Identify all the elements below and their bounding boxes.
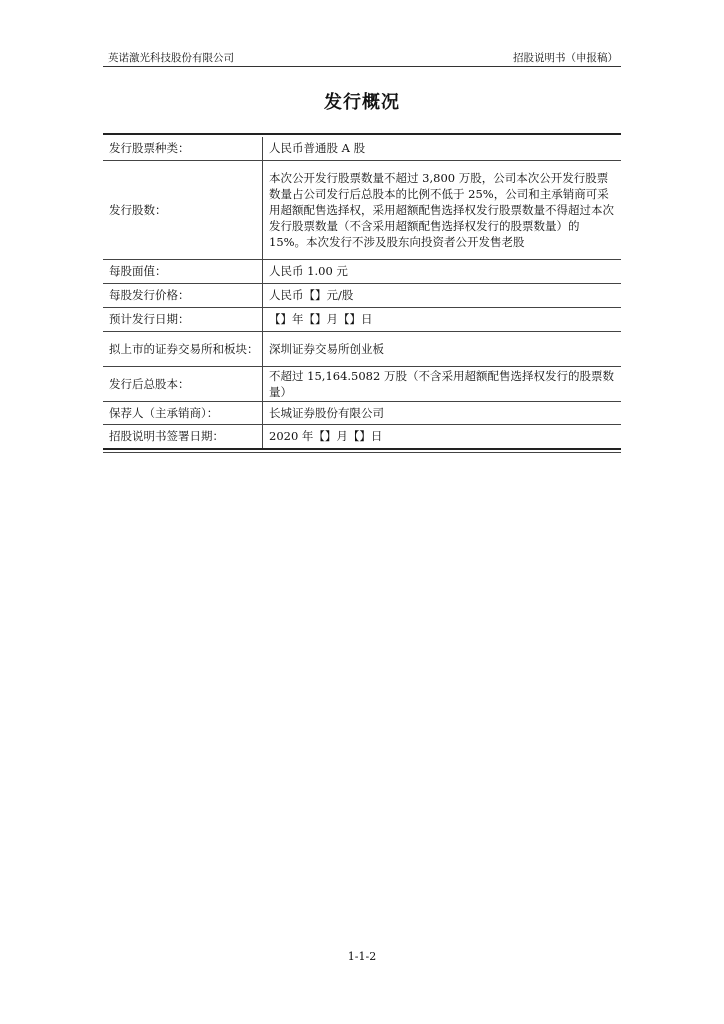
- row-label: 拟上市的证券交易所和板块：: [103, 331, 263, 366]
- row-label: 每股面值：: [103, 259, 263, 283]
- table-row: [103, 424, 621, 448]
- table-row: [103, 307, 621, 331]
- row-label: 招股说明书签署日期：: [103, 424, 263, 448]
- row-label: 保荐人（主承销商）：: [103, 401, 263, 424]
- table-row: [103, 137, 621, 160]
- header-rule: [103, 66, 621, 67]
- row-label: 每股发行价格：: [103, 283, 263, 307]
- table-row: [103, 366, 621, 401]
- row-value: 人民币 1.00 元: [263, 259, 622, 283]
- row-value: 人民币【】元/股: [263, 283, 622, 307]
- offering-overview-table: [103, 133, 621, 453]
- table-row: [103, 331, 621, 366]
- table-bottom-rule-thin: [103, 452, 621, 453]
- row-label: 预计发行日期：: [103, 307, 263, 331]
- row-value: 深圳证券交易所创业板: [263, 331, 622, 366]
- table-row: [103, 401, 621, 424]
- page-header: [103, 50, 621, 66]
- row-value: 本次公开发行股票数量不超过 3,800 万股，公司本次公开发行股票数量占公司发行后总股本的比例不低于 25%，公司和主承销商可采用超额配售选择权，采用超额配售选择权发行股票数量不得超过本次发行股票数量（不含采用超额配售选择权发行的股票数量）的 15%。本次发行不涉及股东向投资者公开发售老股: [263, 160, 622, 259]
- row-label: 发行股票种类：: [103, 137, 263, 160]
- header-company-name: 英诺激光科技股份有限公司: [108, 52, 234, 64]
- row-value: 长城证券股份有限公司: [263, 401, 622, 424]
- row-label: 发行股数：: [103, 160, 263, 259]
- row-value: 2020 年【】月【】日: [269, 429, 383, 444]
- row-value: 人民币普通股 A 股: [263, 137, 622, 160]
- row-label: 发行后总股本：: [103, 366, 263, 401]
- page-title: 发行概况: [324, 92, 400, 113]
- row-value: 不超过 15,164.5082 万股（不含采用超额配售选择权发行的股票数量）: [263, 366, 622, 401]
- table-row: [103, 160, 621, 259]
- row-value: 【】年【】月【】日: [263, 307, 622, 331]
- table-row: [103, 283, 621, 307]
- header-document-type: 招股说明书（申报稿）: [513, 52, 618, 64]
- page-number: 1-1-2: [347, 950, 377, 963]
- table-row: [103, 259, 621, 283]
